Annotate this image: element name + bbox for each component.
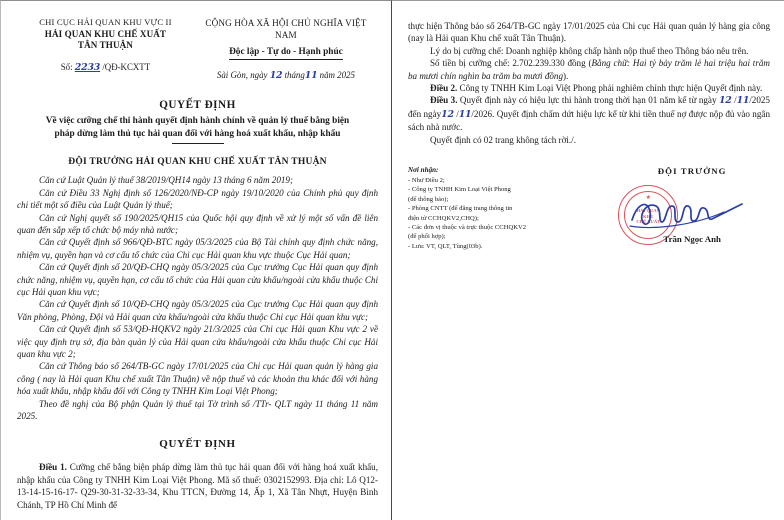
country-name: CỘNG HÒA XÃ HỘI CHỦ NGHĨA VIỆT NAM [205,18,367,40]
article-1 [17,461,378,511]
effective-from-year: /2025 [749,95,770,106]
recipients-title: Nơi nhận: [408,166,439,175]
recipients-list [408,166,614,251]
org-line-2: HẢI QUAN KHU CHẾ XUẤT [44,28,167,39]
recipient-item: - Công ty TNHH Kim Loại Việt Phong [408,186,511,194]
document-footer [408,166,770,251]
org-line-3: TÂN THUẬN [77,40,133,51]
article-1-paragraph [17,461,378,511]
enforcement-amount [408,57,770,82]
article-1-continuation: thực hiện Thông báo số 264/TB-GC ngày 17/01/2025 của Chi cục Hải quan quản lý hàng gia công (nay là Hải quan Khu chế xuất Tân Thuận). [408,21,770,44]
proposal-basis-item: Theo đề nghị của Bộ phận Quản lý thuế tại Tờ trình số /TTr- QLT ngày 11 tháng 11 năm 2025. [17,398,378,421]
article-3-text-after: . Quyết định chấm dứt hiệu lực kể từ khi tiền thuế nợ được nộp đủ vào ngân sách nhà nước. [408,108,770,133]
legal-basis-item: Căn cứ Quyết định số 10/QĐ-CHQ ngày 05/3/2025 của Cục trưởng Cục Hải quan quy định Văn phòng, Phòng, Đội và Hải quan cửa khẩu/ngoài cửa khẩu thuộc Chi cục Hải quan khu vực; [17,299,378,322]
decides-heading: QUYẾT ĐỊNH [159,438,236,451]
seal-star-icon: ★ [645,195,652,202]
article-1-text: Cưỡng chế bằng biện pháp dừng làm thủ tục hải quan đối với hàng hoá xuất khẩu, nhập khẩu của Công ty TNHH Kim Loại Việt Phong. Mã số thuế: 0302152993. Địa chỉ: Lô Q12-13-14-15-16-17- Q29-30-31-32-33-34, Khu TTCN, Đường 14, Ấp 1, Xã Tân Nhựt, Huyện Bình Chánh, TP Hồ Chí Minh để [17,462,378,510]
legal-basis-item: Căn cứ Luật Quản lý thuế 38/2019/QH14 ngày 13 tháng 6 năm 2019; [39,175,294,186]
article-3-text-before: Quyết định này có hiệu lực thi hành trong thời hạn 01 năm kể từ ngày [457,95,719,106]
legal-basis-item: Căn cứ Nghị quyết số 190/2025/QH15 của Quốc hội quy định về xử lý một số vấn đề liên quan đến sắp xếp tổ chức bộ máy nhà nước; [17,212,378,235]
recipient-item: (để thông báo); [408,195,449,203]
recipient-item: - Phòng CNTT (để đăng trang thông tin [408,205,513,213]
effective-from-day: 12 [718,95,732,107]
month-label: tháng [284,70,305,80]
issue-day: 12 [269,70,283,81]
article-1-label: Điều 1. [39,462,67,473]
enforcement-reason: Lý do bị cưỡng chế: Doanh nghiệp không chấp hành nộp thuế theo Thông báo nêu trên. [430,45,749,56]
title-divider [172,143,224,144]
legal-basis-item: Căn cứ Quyết định số 53/QĐ-HQKV2 ngày 21/3/2025 của Chi cục Hải quan Khu vực 2 về việc quy định trụ sở, địa bàn quản lý của Hải quan cửa khẩu/ngoài cửa khẩu thuộc Chi cục Hải quan khu vực 2; [17,324,378,359]
effective-from-month: 11 [736,95,750,107]
issue-month: 11 [304,70,318,81]
recipient-item: (để phối hợp); [408,233,446,241]
issuing-organization [17,17,194,74]
recipient-item: điện tử CCHQKV2,CHQ); [408,214,479,222]
recipient-item: - Lưu: VT, QLT, Tùng(03b). [408,242,483,250]
article-2-label: Điều 2. [430,83,458,94]
amount-close-paren: ). [563,70,569,81]
document-title-block [17,99,378,144]
article-2-text: Công ty TNHH Kim Loại Việt Phong phải nghiêm chỉnh thực hiện Quyết định này. [457,83,763,94]
legal-basis-item: Căn cứ Quyết định số 20/QĐ-CHQ ngày 05/3/2025 của Cục trưởng Cục Hải quan quy định chức năng, nhiệm vụ, quyền hạn, cơ cấu tổ chức của Hải quan cửa khẩu/ngoài cửa khẩu thuộc Chi cục Hải quan khu vực; [17,262,378,297]
national-heading [194,17,378,82]
document-page-2 [392,0,784,520]
org-line-1: CHI CỤC HẢI QUAN KHU VỰC II [39,17,172,27]
signature-area [614,176,770,238]
article-3-label: Điều 3. [430,95,458,106]
page-count-note: Quyết định có 02 trang không tách rời./. [430,134,576,145]
signer-name: Trần Ngọc Anh [663,234,721,245]
effective-to-month: 11 [458,108,472,120]
place-date-line [194,69,378,82]
document-number-suffix: /QĐ-KCXTT [102,62,151,73]
article-2-paragraph [408,82,770,94]
amount-in-words: Hai tỷ bảy trăm lẻ hai triệu hai trăm ba mươi chín nghìn ba trăm ba mươi đồng [408,58,770,81]
document-number [17,61,194,74]
article-1-continuation-block [408,20,770,82]
seal-text-line-3: CHẾ XUẤT [636,219,661,225]
document-number-label: Số: [60,62,73,73]
signer-position: ĐỘI TRƯỞNG [657,166,727,177]
article-3-paragraph: Điều 3. Quyết định này có hiệu lực thi hành trong thời hạn 01 năm kể từ ngày 12 /11/2025 đến ngày12 /11/2026. Quyết định chấm dứt hiệu lực kể từ khi tiền thuế nợ được nộp đủ vào ngân sách nhà nước. [408,95,770,133]
title-subtitle-line-2: pháp dừng làm thủ tục hải quan đối với hàng hoá xuất khẩu, nhập khẩu [54,128,341,139]
legal-bases-list [17,174,378,422]
article-3-mid: đến ngày [408,108,442,119]
amount-words-label: Bằng chữ: [591,58,633,69]
amount-currency: đồng ( [564,58,592,69]
document-number-value: 2233 [74,62,101,74]
signature-block [614,166,770,244]
legal-basis-item: Căn cứ Thông báo số 264/TB-GC ngày 17/01/2025 của Chi cục Hải quan quản lý hàng gia công ( nay là Hải quan Khu chế xuất Tân Thuận) về nộp thuế và các khoản thu khác đối với hàng hóa xuất khẩu, nhập khẩu đối với Công ty TNHH Kim Loại Việt Phong; [17,361,378,397]
amount-label: Số tiền bị cưỡng chế: [430,58,513,69]
document-header [17,17,378,82]
page-title: QUYẾT ĐỊNH [159,99,236,111]
legal-basis-item: Căn cứ Quyết định số 966/QĐ-BTC ngày 05/3/2025 của Bộ Tài chính quy định chức năng, nhiệm vụ, quyền hạn và cơ cấu tổ chức của Chi cục Hải quan khu vực thuộc Cục Hải quan; [17,237,378,260]
national-motto: Độc lập - Tự do - Hạnh phúc [229,46,343,60]
year-label: năm 2025 [319,70,355,80]
article-2 [408,82,770,94]
article-3 [408,94,770,146]
title-subtitle-line-1: Về việc cưỡng chế thi hành quyết định hành chính về quản lý thuế bằng biện [45,116,350,126]
recipient-item: - Như Điều 2; [408,176,445,184]
handwritten-signature-icon [628,190,746,234]
seal-text-line-2: KHU [643,213,654,219]
issuing-authority: ĐỘI TRƯỞNG HẢI QUAN KHU CHẾ XUẤT TÂN THUẬN [68,157,327,168]
recipient-item: - Các đơn vị thuộc và trực thuộc CCHQKV2 [408,224,527,231]
effective-to-day: 12 [441,108,454,120]
place-label: Sài Gòn, ngày [216,70,268,80]
amount-value: 2.702.239.330 [512,58,565,69]
seal-text-line-1: HẢI QUAN [636,208,660,214]
effective-to-year: /2026 [471,108,493,119]
legal-basis-item: Căn cứ Điều 33 Nghị định số 126/2020/NĐ-CP ngày 19/10/2020 của Chính phủ quy định chi tiết một số điều của Luật Quản lý thuế; [17,187,378,211]
